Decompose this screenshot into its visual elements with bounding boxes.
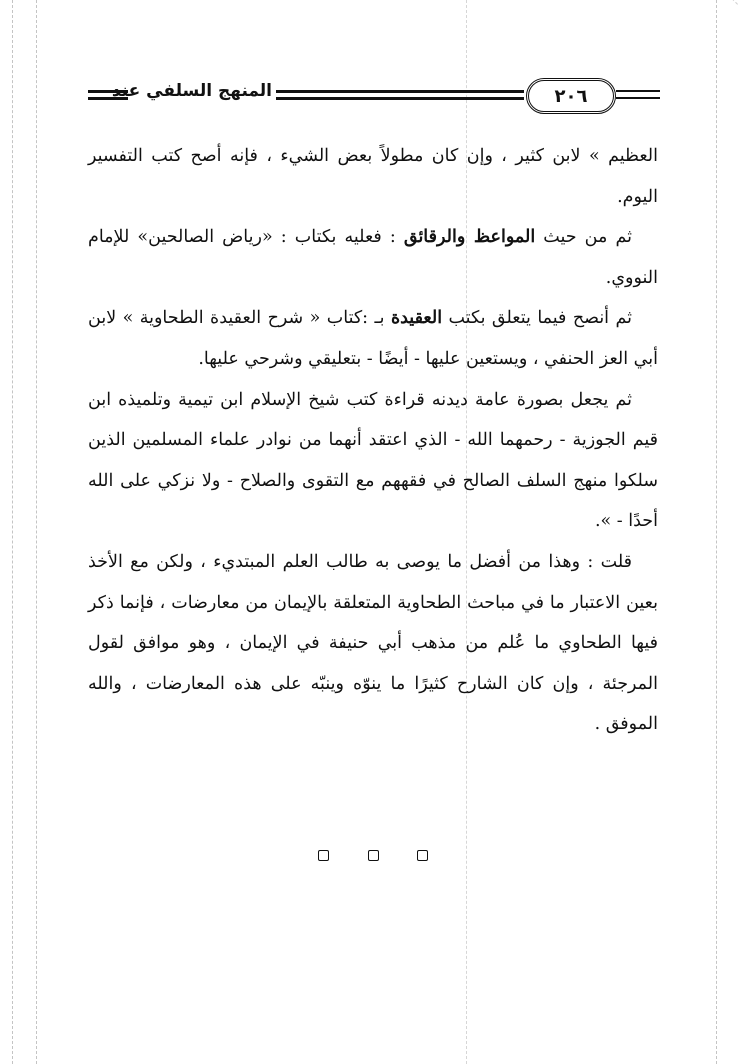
paragraph — [88, 217, 658, 298]
running-title: المنهج السلفي عند — [111, 81, 272, 101]
body-text — [88, 136, 658, 745]
text-run: ثم من حيث — [535, 227, 632, 248]
header-rule — [616, 90, 660, 92]
scan-guide-line — [36, 0, 37, 1064]
text-run: بـ :كتاب « شرح العقيدة الطحاوية » لابن أبي العز الحنفي ، ويستعين عليها - أيضًا - بتعليقي وشرحي عليها. — [88, 308, 658, 369]
bold-phrase: العقيدة — [390, 308, 443, 329]
section-end-ornament — [318, 850, 428, 861]
page-number: ٢٠٦ — [526, 78, 616, 114]
paragraph — [88, 542, 658, 745]
square-ornament-icon — [368, 850, 379, 861]
text-run: العظيم » لابن كثير ، وإن كان مطولاً بعض الشيء ، فإنه أصح كتب التفسير اليوم. — [88, 146, 658, 207]
header-rule — [276, 97, 524, 100]
header-rule — [276, 90, 524, 93]
paragraph — [88, 136, 658, 217]
scan-corner-mark — [681, 0, 738, 33]
square-ornament-icon — [318, 850, 329, 861]
text-run: ثم يجعل بصورة عامة ديدنه قراءة كتب شيخ الإسلام ابن تيمية وتلميذه ابن قيم الجوزية - رحمهما الله - الذي اعتقد أنهما من نوادر علماء المسلمين الذين سلكوا منهج السلف الصالح في فقههم مع التقوى والصلاح - ولا نزكي على الله أحدًا - ». — [88, 389, 658, 532]
text-run: قلت : وهذا من أفضل ما يوصى به طالب العلم المبتديء ، ولكن مع الأخذ بعين الاعتبار ما في مباحث الطحاوية المتعلقة بالإيمان من معارضات ، فإنما ذكر فيها الطحاوي ما عُلم من مذهب أبي حنيفة في الإيمان ، وهو موافق لقول المرجئة ، وإن كان الشارح كثيرًا ما ينوّه وينبّه على هذه المعارضات ، والله الموفق . — [88, 551, 658, 735]
page-header — [88, 76, 660, 116]
paragraph — [88, 380, 658, 542]
text-run: : فعليه بكتاب : «رياض الصالحين» للإمام النووي. — [88, 227, 658, 288]
scan-guide-line — [716, 0, 717, 1064]
square-ornament-icon — [417, 850, 428, 861]
bold-phrase: المواعظ والرقائق — [403, 227, 536, 248]
scan-guide-line — [12, 0, 13, 1064]
paragraph — [88, 298, 658, 379]
header-rule — [616, 97, 660, 99]
text-run: ثم أنصح فيما يتعلق بكتب — [442, 308, 632, 329]
